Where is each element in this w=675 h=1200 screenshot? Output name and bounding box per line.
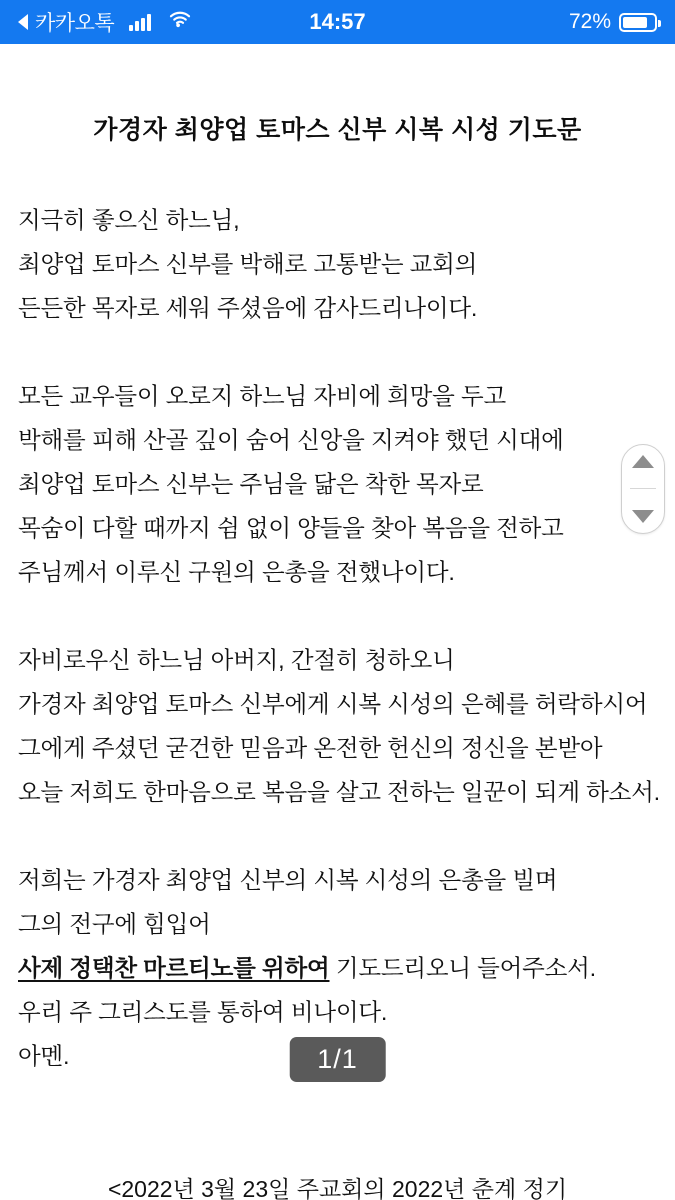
document-viewer[interactable] bbox=[0, 44, 675, 1200]
text-line: 최양업 토마스 신부는 주님을 닮은 착한 목자로 bbox=[18, 471, 484, 497]
text-line-remainder: 기도드리오니 들어주소서. bbox=[329, 955, 596, 981]
paragraph bbox=[18, 198, 657, 330]
scroll-control[interactable] bbox=[621, 444, 665, 534]
highlighted-text-line bbox=[18, 946, 657, 990]
returning-app-label[interactable]: 카카오톡 bbox=[35, 12, 115, 35]
text-line: 가경자 최양업 토마스 신부에게 시복 시성의 은혜를 허락하시어 bbox=[18, 691, 648, 717]
wifi-icon bbox=[168, 10, 192, 34]
emphasis-text: 사제 정택찬 마르티노를 위하여 bbox=[18, 955, 330, 981]
text-line: 모든 교우들이 오로지 하느님 자비에 희망을 두고 bbox=[18, 383, 506, 409]
text-line: 그에게 주셨던 굳건한 믿음과 온전한 헌신의 정신을 본받아 bbox=[18, 735, 603, 761]
text-line: 목숨이 다할 때까지 쉼 없이 양들을 찾아 복음을 전하고 bbox=[18, 515, 564, 541]
text-line: 지극히 좋으신 하느님, bbox=[18, 207, 240, 233]
paragraph bbox=[18, 374, 657, 594]
text-line: 박해를 피해 산골 깊이 숨어 신앙을 지켜야 했던 시대에 bbox=[18, 427, 564, 453]
scroll-control-divider bbox=[630, 488, 656, 489]
battery-icon bbox=[619, 13, 657, 32]
battery-percent-label: 72% bbox=[568, 10, 611, 33]
status-bar-right bbox=[569, 10, 657, 34]
text-line: 최양업 토마스 신부를 박해로 고통받는 교회의 bbox=[18, 251, 478, 277]
paragraph bbox=[18, 638, 660, 814]
document-body bbox=[18, 198, 660, 1078]
text-line: 든든한 목자로 세워 주셨음에 감사드리나이다. bbox=[18, 295, 478, 321]
text-line: 그의 전구에 힘입어 bbox=[18, 911, 211, 937]
text-line: 저희는 가경자 최양업 신부의 시복 시성의 은총을 빌며 bbox=[18, 867, 558, 893]
text-line: 오늘 저희도 한마음으로 복음을 살고 전하는 일꾼이 되게 하소서. bbox=[18, 779, 660, 805]
status-bar-left[interactable] bbox=[18, 7, 192, 37]
text-line: 아멘. bbox=[18, 1043, 70, 1069]
text-line: 우리 주 그리스도를 통하여 비나이다. bbox=[18, 999, 388, 1025]
cellular-signal-icon bbox=[129, 14, 151, 31]
page-indicator: 1/1 bbox=[289, 1037, 386, 1082]
footnote-text: <2022년 3월 23일 주교회의 2022년 춘계 정기 bbox=[107, 1176, 568, 1200]
arrow-up-icon[interactable] bbox=[632, 455, 654, 468]
back-arrow-icon[interactable] bbox=[18, 14, 28, 30]
arrow-down-icon[interactable] bbox=[632, 510, 654, 523]
text-line: 주님께서 이루신 구원의 은총을 전했나이다. bbox=[18, 559, 455, 585]
status-bar bbox=[0, 0, 675, 44]
page-title: 가경자 최양업 토마스 신부 시복 시성 기도문 bbox=[93, 116, 582, 144]
status-bar-clock: 14:57 bbox=[309, 9, 366, 34]
text-line: 자비로우신 하느님 아버지, 간절히 청하오니 bbox=[18, 647, 455, 673]
